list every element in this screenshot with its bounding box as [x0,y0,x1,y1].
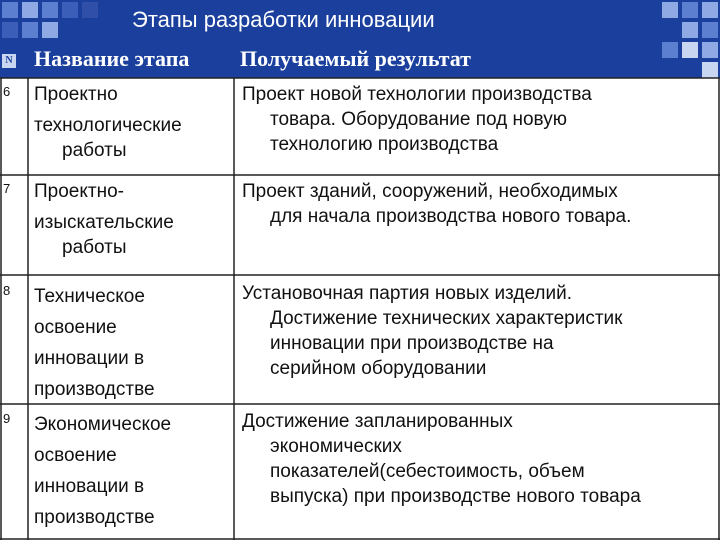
result-line: Проект зданий, сооружений, необходимых [242,181,618,202]
header-result: Получаемый результат [240,46,471,71]
result-line: для начала производства нового товара. [270,206,632,227]
stage-name [34,409,171,533]
row-number: 9 [3,411,11,426]
stage-name [34,281,155,405]
decorative-squares-left [0,0,130,40]
header-num: N [2,54,16,68]
decorative-squares-right [610,0,720,80]
stage-line: инновации в [34,476,145,497]
stage-line: работы [62,237,127,258]
stage-result [242,281,622,381]
result-line: Достижение технических характеристик [270,308,623,329]
result-line: экономических [270,436,402,457]
stage-name [34,179,174,260]
row-number: 7 [3,181,11,196]
result-line: Проект новой технологии производства [242,84,592,105]
result-line: товара. Оборудование под новую [270,109,567,130]
stage-line: работы [62,140,127,161]
stage-line: Проектно [34,84,118,105]
row-number: 6 [3,84,11,99]
stage-line: Проектно- [34,181,124,202]
stage-line: технологические [34,115,182,136]
row-number: 8 [3,283,11,298]
stage-result [242,179,631,229]
stage-line: производстве [34,379,155,400]
stage-line: освоение [34,317,117,338]
stage-line: инновации в [34,348,145,369]
stage-line: изыскательские [34,212,174,233]
result-line: Установочная партия новых изделий. [242,283,572,304]
result-line: показателей(себестоимость, объем [270,461,585,482]
header-stage: Название этапа [34,46,190,71]
result-line: Достижение запланированных [242,411,513,432]
stage-result [242,82,592,157]
result-line: выпуска) при производстве нового товара [270,486,641,507]
stage-line: Экономическое [34,414,172,435]
stage-line: производстве [34,507,155,528]
stage-name [34,82,182,163]
page-title: Этапы разработки инновации [132,7,435,32]
result-line: инновации при производстве на [270,333,554,354]
result-line: серийном оборудовании [270,358,487,379]
stage-line: освоение [34,445,117,466]
stage-line: Техническое [34,286,145,307]
result-line: технологию производства [270,134,499,155]
stage-result [242,409,641,509]
